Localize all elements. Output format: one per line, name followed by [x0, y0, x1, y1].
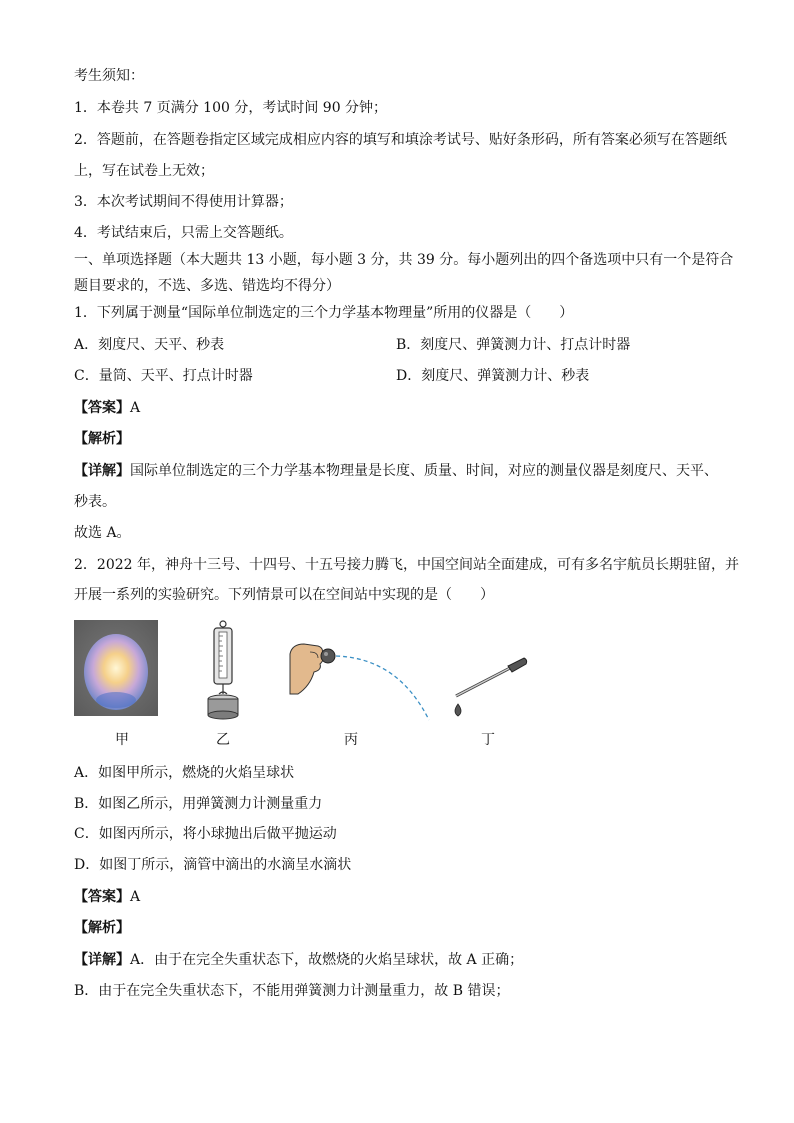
figure-ball-throw: [288, 640, 434, 724]
q1-option-b: B．刻度尺、弹簧测力计、打点计时器: [396, 337, 631, 353]
q2-detail-a: [74, 950, 523, 970]
q2-answer: [74, 887, 140, 907]
notice-item-2: 2．答题前，在答题卷指定区域完成相应内容的填写和填涂考试号、贴好条形码，所有答案必须写在答题纸: [74, 132, 727, 148]
notice-title: 考生须知：: [74, 68, 144, 84]
q2-option-b: B．如图乙所示，用弹簧测力计测量重力: [74, 796, 323, 812]
q1-detail-cont: 秒表。: [74, 494, 116, 510]
answer-tag: 【答案】: [74, 889, 130, 905]
answer-tag: 【答案】: [74, 400, 130, 416]
q2-option-a: A．如图甲所示，燃烧的火焰呈球状: [74, 765, 295, 781]
detail-text: A．由于在完全失重状态下，故燃烧的火焰呈球状，故 A 正确；: [130, 952, 524, 968]
caption-yi: 乙: [216, 732, 230, 748]
figure-flame: [74, 620, 158, 716]
notice-item-3: 3．本次考试期间不得使用计算器；: [74, 194, 293, 210]
q2-detail-b: B．由于在完全失重状态下，不能用弹簧测力计测量重力，故 B 错误；: [74, 983, 510, 999]
notice-item-1: 1．本卷共 7 页满分 100 分，考试时间 90 分钟；: [74, 100, 388, 116]
section-heading: 一、单项选择题（本大题共 13 小题，每小题 3 分，共 39 分。每小题列出的四个备选项中只有一个是符合: [74, 252, 734, 268]
notice-item-4: 4．考试结束后，只需上交答题纸。: [74, 225, 293, 241]
q1-detail: [74, 461, 718, 481]
figure-spring-scale: [205, 620, 241, 720]
analysis-tag: 【解析】: [74, 920, 130, 936]
section-heading-cont: 题目要求的，不选、多选、错选均不得分）: [74, 278, 340, 294]
detail-text: 国际单位制选定的三个力学基本物理量是长度、质量、时间，对应的测量仪器是刻度尺、天平、: [130, 463, 718, 479]
answer-value: A: [130, 889, 141, 905]
q2-analysis-tag: [74, 918, 130, 938]
q1-option-a: A．刻度尺、天平、秒表: [74, 337, 225, 353]
analysis-tag: 【解析】: [74, 431, 130, 447]
caption-ding: 丁: [481, 732, 495, 748]
notice-item-2-cont: 上，写在试卷上无效；: [74, 163, 214, 179]
detail-tag: 【详解】: [74, 463, 130, 479]
q1-option-d: D．刻度尺、弹簧测力计、秒表: [396, 368, 590, 384]
answer-value: A: [130, 400, 141, 416]
q1-option-c: C．量筒、天平、打点计时器: [74, 368, 253, 384]
q2-option-c: C．如图丙所示，将小球抛出后做平抛运动: [74, 826, 337, 842]
caption-bing: 丙: [344, 732, 358, 748]
figure-dropper: [448, 654, 528, 718]
q2-option-d: D．如图丁所示，滴管中滴出的水滴呈水滴状: [74, 857, 352, 873]
caption-jia: 甲: [115, 732, 129, 748]
q1-answer: [74, 398, 140, 418]
q2-stem: 2．2022 年，神舟十三号、十四号、十五号接力腾飞，中国空间站全面建成，可有多名宇航员长期驻留，并: [74, 557, 739, 573]
q1-stem: 1．下列属于测量“国际单位制选定的三个力学基本物理量”所用的仪器是（ ）: [74, 305, 574, 321]
detail-tag: 【详解】: [74, 952, 130, 968]
q2-stem-cont: 开展一系列的实验研究。下列情景可以在空间站中实现的是（ ）: [74, 587, 494, 603]
q1-conclusion: 故选 A。: [74, 525, 131, 541]
q1-analysis-tag: [74, 429, 130, 449]
